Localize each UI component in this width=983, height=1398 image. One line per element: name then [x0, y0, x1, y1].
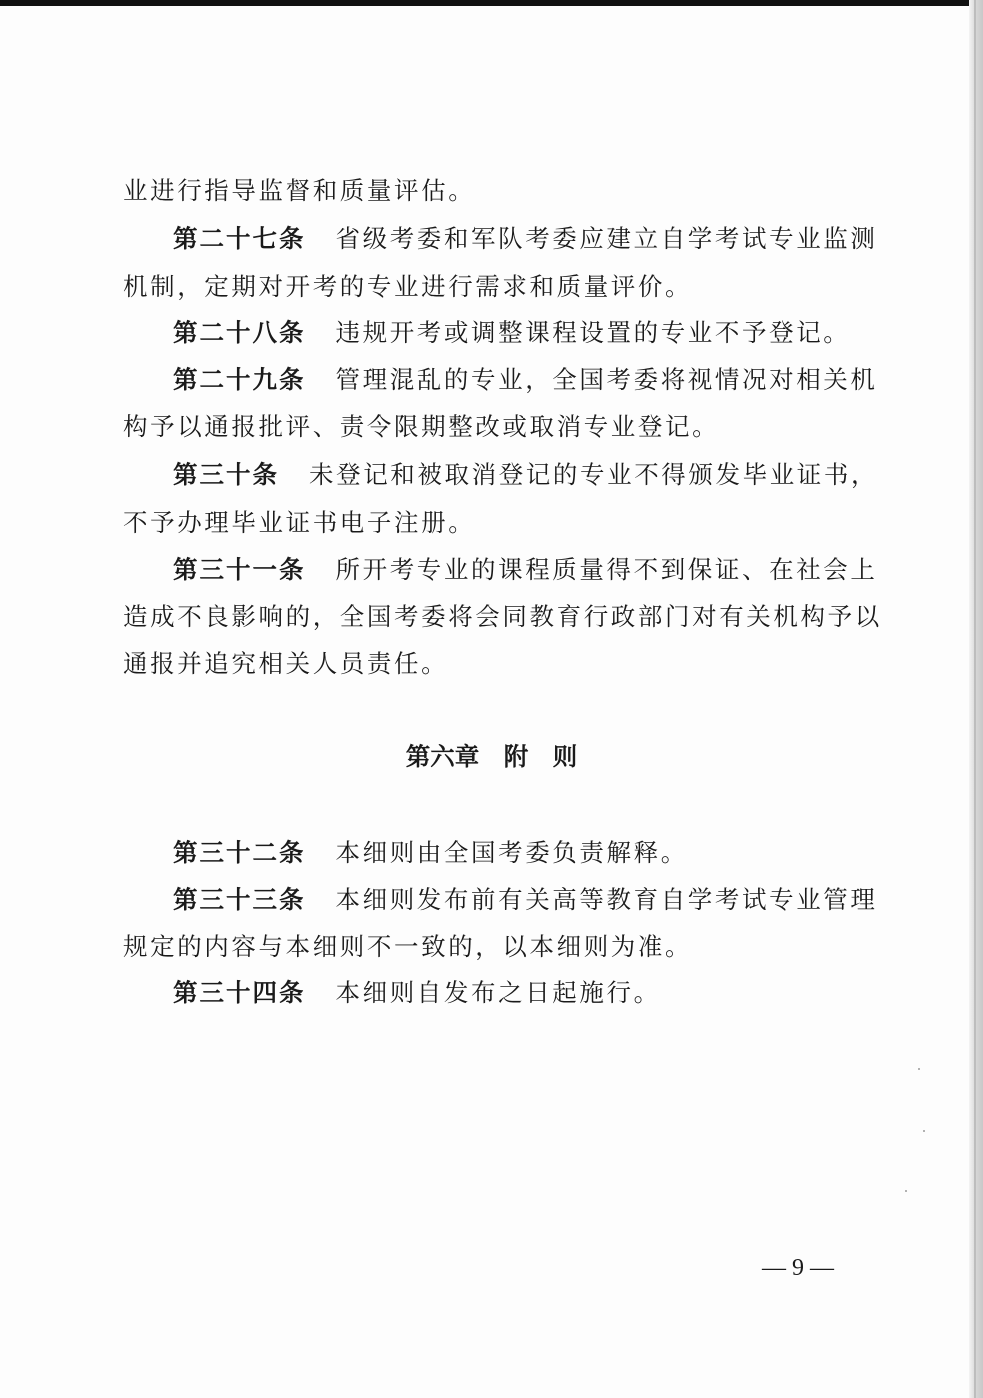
line-text: 通报并追究相关人员责任。 — [123, 649, 449, 678]
text-line — [123, 174, 853, 208]
article-29-line — [173, 363, 903, 397]
line-text: 不予办理毕业证书电子注册。 — [123, 508, 476, 537]
article-title: 第三十三条 — [173, 885, 306, 914]
article-title: 第三十四条 — [173, 978, 306, 1007]
article-30-line — [173, 458, 903, 492]
text-line — [123, 647, 853, 681]
line-text: 业进行指导监督和质量评估。 — [123, 176, 476, 205]
article-28-line — [173, 316, 903, 350]
scan-top-border — [0, 0, 983, 6]
article-33-line — [173, 883, 903, 917]
text-line — [123, 270, 853, 304]
article-title: 第二十八条 — [173, 318, 306, 347]
article-34-line — [173, 976, 903, 1010]
line-text: 规定的内容与本细则不一致的，以本细则为准。 — [123, 932, 693, 961]
line-text: 未登记和被取消登记的专业不得颁发毕业证书， — [309, 460, 879, 489]
line-text: 本细则发布前有关高等教育自学考试专业管理 — [335, 885, 878, 914]
line-text: 所开考专业的课程质量得不到保证、在社会上 — [335, 555, 878, 584]
line-text: 构予以通报批评、责令限期整改或取消专业登记。 — [123, 412, 720, 441]
article-31-line — [173, 553, 903, 587]
text-line — [123, 600, 882, 634]
line-text: 机制，定期对开考的专业进行需求和质量评价。 — [123, 272, 693, 301]
article-27-line — [173, 222, 903, 256]
article-title: 第三十条 — [173, 460, 279, 489]
text-line — [123, 410, 853, 444]
scan-speck — [918, 1068, 920, 1070]
line-text: 本细则由全国考委负责解释。 — [335, 838, 688, 867]
scan-speck — [923, 1130, 925, 1132]
article-title: 第三十一条 — [173, 555, 306, 584]
line-text: 违规开考或调整课程设置的专业不予登记。 — [335, 318, 851, 347]
article-title: 第二十九条 — [173, 365, 306, 394]
scan-right-edge — [974, 0, 976, 1398]
article-title: 第三十二条 — [173, 838, 306, 867]
chapter-heading: 第六章 附 则 — [405, 742, 578, 771]
page-number: — 9 — — [762, 1255, 834, 1281]
scan-right-border — [969, 0, 983, 1398]
article-32-line — [173, 836, 903, 870]
text-line — [123, 506, 853, 540]
text-line — [123, 930, 853, 964]
scan-speck — [905, 1190, 907, 1192]
article-title: 第二十七条 — [173, 224, 306, 253]
line-text: 本细则自发布之日起施行。 — [335, 978, 661, 1007]
line-text: 造成不良影响的，全国考委将会同教育行政部门对有关机构予以 — [123, 602, 882, 631]
line-text: 省级考委和军队考委应建立自学考试专业监测 — [335, 224, 878, 253]
line-text: 管理混乱的专业，全国考委将视情况对相关机 — [335, 365, 878, 394]
